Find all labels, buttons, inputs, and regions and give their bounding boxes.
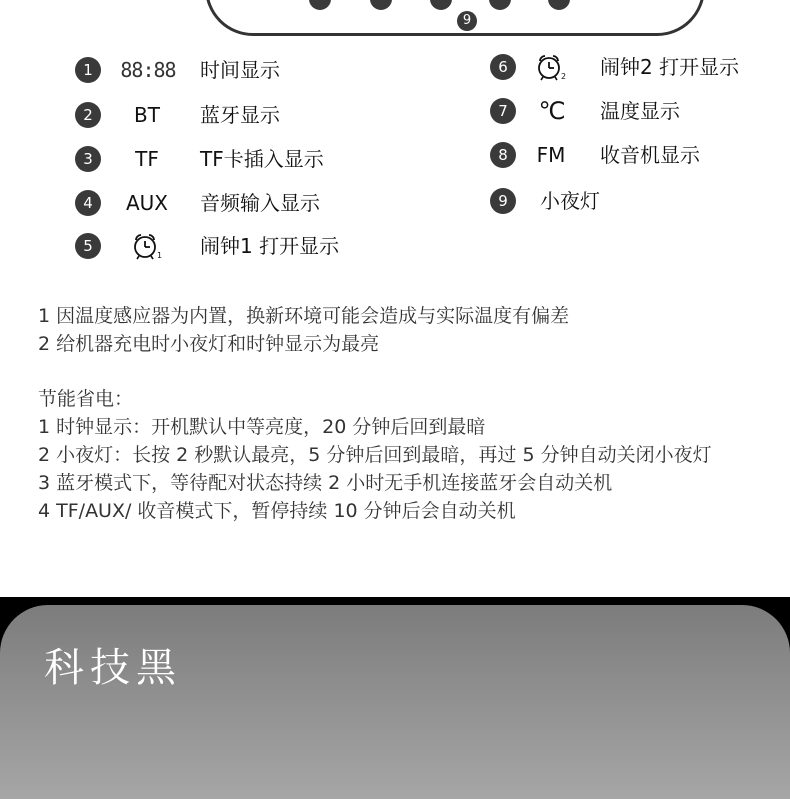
legend-label: 音频输入显示 [200,191,320,215]
legend-number: 9 [490,188,516,214]
energy-title: 节能省电： [38,388,134,410]
legend-label: 收音机显示 [600,143,700,167]
legend-symbol: TF [135,147,159,171]
alarm-clock-1-icon [130,231,166,261]
legend-label: TF卡插入显示 [200,147,324,171]
legend-row-temperature [490,96,770,126]
legend-symbol: BT [134,103,160,127]
legend-label: 温度显示 [600,99,680,123]
energy-item: 3 蓝牙模式下，等待配对状态持续 2 小时无手机连接蓝牙会自动关机 [38,472,613,494]
legend-number: 4 [75,190,101,216]
svg-text:1: 1 [157,251,163,260]
legend-row-tf [75,144,395,174]
legend-label: 小夜灯 [540,189,600,213]
legend-row-aux [75,188,395,218]
legend-row-alarm1 [75,231,395,261]
legend-row-night-light [490,186,770,216]
seven-segment-time-icon: 88:88 [120,58,176,82]
legend-symbol: FM [536,143,566,167]
legend-row-fm [490,140,770,170]
energy-item: 4 TF/AUX/ 收音模式下，暂停持续 10 分钟后会自动关机 [38,500,516,522]
device-outline [205,0,705,36]
alarm-clock-2-icon [534,52,570,82]
legend-number: 8 [490,142,516,168]
note-line: 2 给机器充电时小夜灯和时钟显示为最亮 [38,333,380,355]
legend-number: 6 [490,54,516,80]
night-light-marker: 9 [457,11,477,31]
energy-item: 2 小夜灯：长按 2 秒默认最亮，5 分钟后回到最暗，再过 5 分钟自动关闭小夜灯 [38,444,712,466]
note-line: 1 因温度感应器为内置，换新环境可能会造成与实际温度有偏差 [38,305,570,327]
energy-item: 1 时钟显示：开机默认中等亮度，20 分钟后回到最暗 [38,416,486,438]
legend-symbol: AUX [125,191,169,215]
legend-label: 时间显示 [200,58,280,82]
legend-number: 3 [75,146,101,172]
legend-label: 闹钟1 打开显示 [200,234,340,258]
legend-row-time [75,55,395,85]
legend-row-alarm2 [490,52,770,82]
legend-label: 蓝牙显示 [200,103,280,127]
legend-label: 闹钟2 打开显示 [600,55,740,79]
legend-number: 2 [75,102,101,128]
color-panel [0,605,790,799]
legend-number: 1 [75,57,101,83]
panel-title: 科技黑 [44,645,182,691]
svg-text:2: 2 [561,72,567,81]
legend-row-bt [75,100,395,130]
legend-number: 7 [490,98,516,124]
celsius-icon: ℃ [538,97,566,125]
legend-number: 5 [75,233,101,259]
